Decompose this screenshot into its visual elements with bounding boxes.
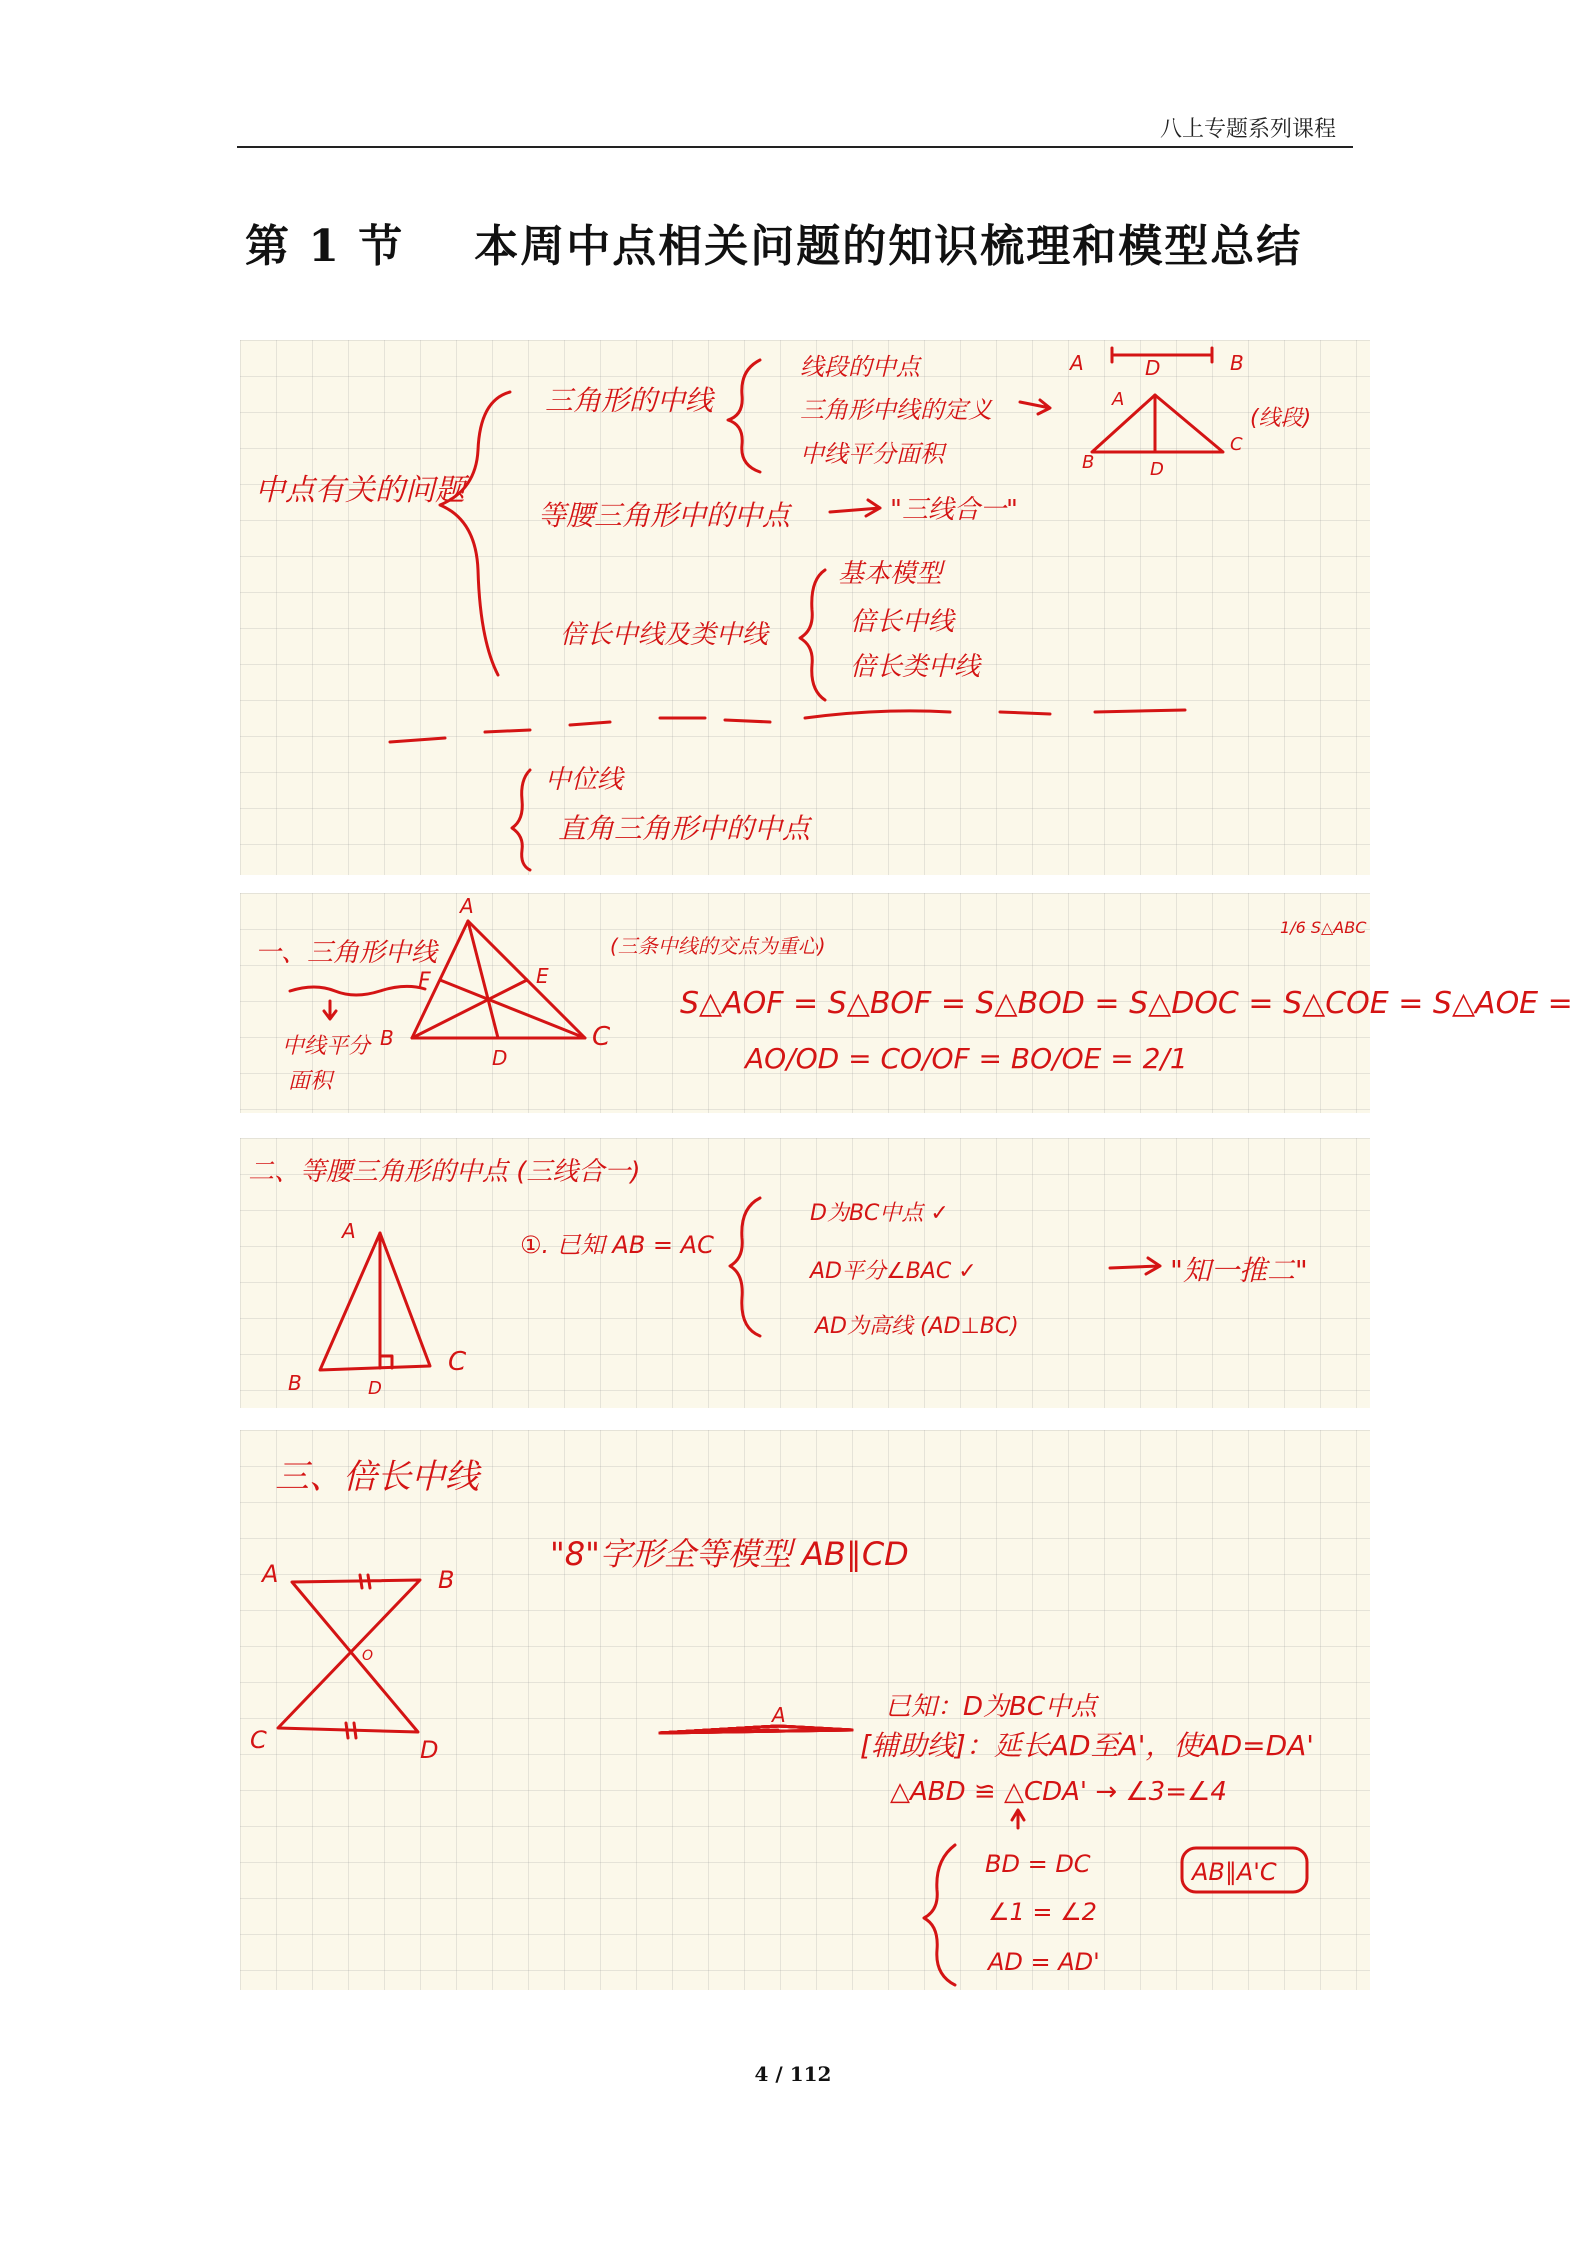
panel4-condition-2: ∠1 = ∠2 xyxy=(988,1898,1097,1926)
tri2-label-a: A xyxy=(460,894,474,918)
tri3-label-c: C xyxy=(448,1347,467,1377)
tri2-label-c: C xyxy=(592,1022,611,1052)
hourglass-figure xyxy=(250,1560,454,1764)
page-number: 4 / 112 xyxy=(754,2062,832,2086)
panel-double-median xyxy=(240,1430,1370,1990)
branch3-item-1: 基本模型 xyxy=(838,559,943,589)
panel4-model: "8"字形全等模型 AB∥CD xyxy=(550,1535,909,1573)
hourglass-label-a: A xyxy=(262,1560,279,1588)
branch1-item-3: 中线平分面积 xyxy=(800,440,944,468)
panel-triangle-median xyxy=(240,893,1573,1113)
segment-note: (线段) xyxy=(1250,406,1312,431)
branch2-result: "三线合一" xyxy=(890,495,1018,525)
branch-isosceles: 等腰三角形中的中点 xyxy=(538,499,791,532)
section-title xyxy=(245,210,1302,274)
segment-label-d: D xyxy=(1145,356,1161,380)
centroid-note: (三条中线的交点为重心) xyxy=(610,934,826,958)
isosceles-triangle-figure xyxy=(288,1219,467,1399)
branch1-item-1: 线段的中点 xyxy=(800,353,920,381)
branch-double-median: 倍长中线及类中线 xyxy=(560,620,769,650)
branch3-item-3: 倍长类中线 xyxy=(850,652,981,682)
tri2-label-d: D xyxy=(492,1046,508,1070)
tri2-label-e: E xyxy=(536,964,549,988)
hourglass-label-b: B xyxy=(438,1566,455,1594)
panel4-condition-3: AD = AD' xyxy=(988,1948,1100,1976)
panel4-congruence: △ABD ≌ △CDA' → ∠3=∠4 xyxy=(890,1777,1227,1807)
ratio-equation: AO/OD = CO/OF = BO/OE = 2/1 xyxy=(745,1042,1188,1075)
median-triangle-figure xyxy=(1082,389,1311,480)
panel2-heading: 一、三角形中线 xyxy=(255,938,438,968)
branch1-item-2: 三角形中线的定义 xyxy=(800,396,992,424)
panel2-note-2: 面积 xyxy=(288,1069,333,1094)
header-series-title: 八上专题系列课程 xyxy=(1159,117,1336,142)
header-rule xyxy=(237,146,1353,148)
tri1-label-d: D xyxy=(1150,459,1164,480)
panel3-item-2: AD平分∠BAC ✓ xyxy=(810,1259,977,1284)
corner-note: 1/6 S△ABC xyxy=(1280,918,1367,937)
tri3-label-d: D xyxy=(368,1378,382,1399)
panel3-result: "知一推二" xyxy=(1170,1254,1308,1287)
lower-item-1: 中位线 xyxy=(545,765,624,795)
branch-median: 三角形的中线 xyxy=(545,384,714,417)
segment-label-a: A xyxy=(1070,351,1084,375)
panel4-boxed: AB∥A'C xyxy=(1192,1858,1277,1886)
panel3-given: ①. 已知 AB = AC xyxy=(520,1231,714,1259)
root-topic: 中点有关的问题 xyxy=(255,473,465,508)
tri1-label-b: B xyxy=(1082,452,1095,473)
panel4-aux: [辅助线]：延长AD至A'，使AD=DA' xyxy=(860,1729,1315,1762)
branch3-item-2: 倍长中线 xyxy=(850,607,955,637)
panel4-heading: 三、倍长中线 xyxy=(275,1457,479,1497)
double-median-triangle-figure xyxy=(660,1703,852,1733)
panel3-item-1: D为BC中点 ✓ xyxy=(810,1201,949,1226)
panel3-heading: 二、等腰三角形的中点 (三线合一) xyxy=(248,1157,641,1187)
hourglass-label-c: C xyxy=(250,1726,267,1754)
section-title-text: 本周中点相关问题的知识梳理和模型总结 xyxy=(474,221,1303,272)
tri3-label-b: B xyxy=(288,1371,302,1395)
tri2-label-b: B xyxy=(380,1026,394,1050)
panel4-condition-1: BD = DC xyxy=(985,1850,1091,1878)
segment-label-b: B xyxy=(1230,351,1244,375)
panel3-item-3: AD为高线 (AD⊥BC) xyxy=(815,1314,1019,1339)
area-equation: S△AOF = S△BOF = S△BOD = S△DOC = S△COE = S△AOE = xyxy=(680,986,1573,1021)
tri1-label-c: C xyxy=(1230,434,1243,455)
tri2-label-f: F xyxy=(418,969,431,994)
centroid-triangle-figure xyxy=(380,894,611,1070)
tri1-label-a: A xyxy=(1112,389,1125,410)
tri4-label-a: A xyxy=(772,1703,786,1727)
panel-isosceles xyxy=(240,1138,1370,1408)
hourglass-label-d: D xyxy=(420,1736,439,1764)
lower-item-2: 直角三角形中的中点 xyxy=(558,812,811,845)
hourglass-label-o: O xyxy=(362,1648,374,1664)
panel4-given: 已知：D为BC中点 xyxy=(885,1692,1098,1722)
section-number: 第 1 节 xyxy=(245,221,405,272)
tri3-label-a: A xyxy=(342,1219,356,1243)
panel2-note-1: 中线平分 xyxy=(282,1034,371,1059)
panel-mind-map xyxy=(240,340,1370,875)
segment-figure xyxy=(1068,348,1244,380)
